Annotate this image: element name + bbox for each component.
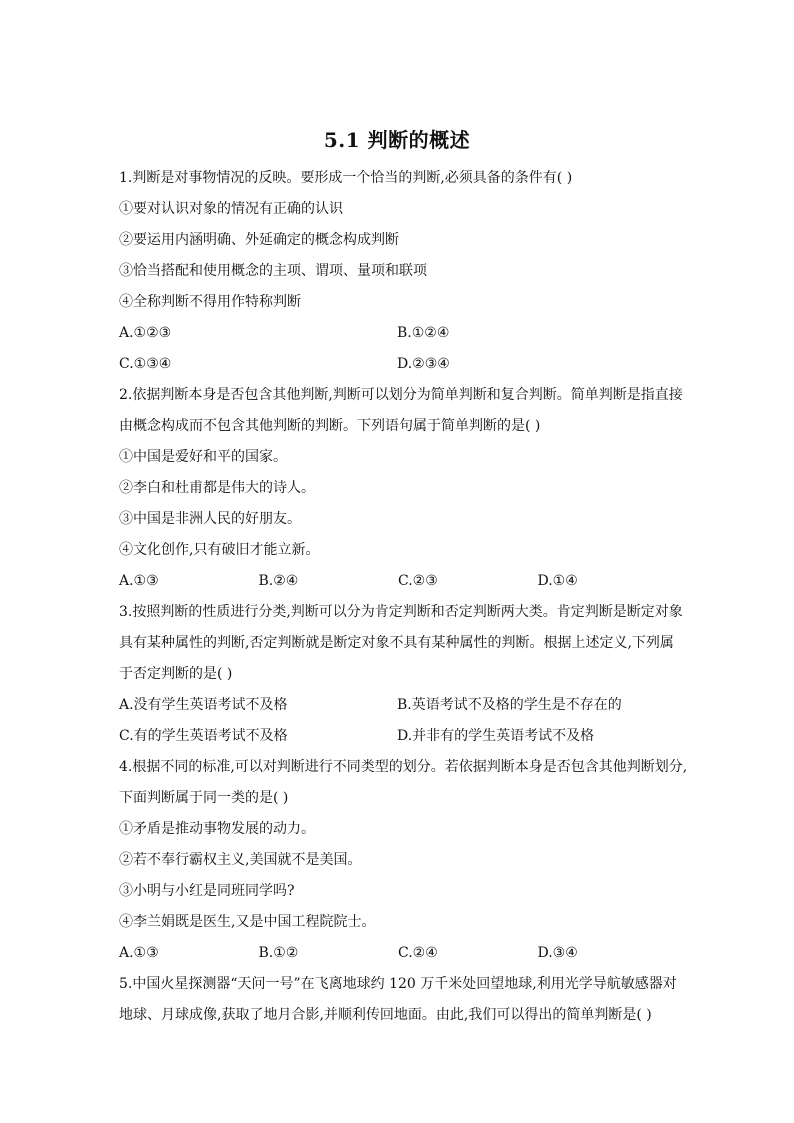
statement-item: ④全称判断不得用作特称判断: [119, 294, 301, 310]
options-row: [119, 318, 679, 349]
statement-item: ①要对认识对象的情况有正确的认识: [119, 201, 343, 217]
question-3: [119, 597, 683, 752]
statement-item: ②李白和杜甫都是伟大的诗人。: [119, 480, 315, 496]
question-stem-line: 5.中国火星探测器“天问一号”在飞离地球约 120 万千米处回望地球,利用光学导航敏感器对: [119, 976, 677, 992]
statement-item: ②要运用内涵明确、外延确定的概念构成判断: [119, 232, 399, 248]
question-stem: 1.判断是对事物情况的反映。要形成一个恰当的判断,必须具备的条件有( ): [119, 170, 573, 186]
option-b: B.①②④: [397, 325, 450, 341]
options-row: [119, 349, 679, 380]
option-a: A.①②③: [119, 325, 172, 341]
question-stem-line: 由概念构成而不包含其他判断的判断。下列语句属于简单判断的是( ): [119, 418, 541, 434]
options-row: [119, 566, 679, 597]
option-b: B.②④: [258, 573, 299, 589]
option-c: C.有的学生英语考试不及格: [119, 728, 288, 744]
option-d: D.①④: [537, 573, 578, 589]
option-c: C.②④: [398, 945, 438, 961]
statement-item: ④文化创作,只有破旧才能立新。: [119, 542, 320, 558]
question-1: [119, 163, 679, 380]
options-row: [119, 938, 679, 969]
page-title: 5.1 判断的概述: [323, 128, 471, 152]
question-stem-line: 2.依据判断本身是否包含其他判断,判断可以划分为简单判断和复合判断。简单判断是指直接: [119, 387, 683, 403]
option-d: D.并非有的学生英语考试不及格: [397, 728, 595, 744]
options-row: [119, 721, 679, 752]
option-a: A.①③: [119, 573, 159, 589]
option-d: D.③④: [537, 945, 578, 961]
statement-item: ①中国是爱好和平的国家。: [119, 449, 287, 465]
options-row: [119, 690, 679, 721]
question-stem-line: 地球、月球成像,获取了地月合影,并顺利传回地面。由此,我们可以得出的简单判断是( ): [119, 1007, 652, 1023]
question-stem-line: 下面判断属于同一类的是( ): [119, 790, 289, 806]
statement-item: ③中国是非洲人民的好朋友。: [119, 511, 301, 527]
question-stem-line: 4.根据不同的标准,可以对判断进行不同类型的划分。若依据判断本身是否包含其他判断划分,: [119, 759, 688, 775]
statement-item: ④李兰娟既是医生,又是中国工程院院士。: [119, 914, 376, 930]
statement-item: ②若不奉行霸权主义,美国就不是美国。: [119, 852, 362, 868]
option-b: B.英语考试不及格的学生是不存在的: [397, 697, 622, 713]
question-2: [119, 380, 683, 597]
question-stem-line: 具有某种属性的判断,否定判断就是断定对象不具有某种属性的判断。根据上述定义,下列属: [119, 635, 674, 651]
statement-item: ①矛盾是推动事物发展的动力。: [119, 821, 315, 837]
question-4: [119, 752, 688, 969]
statement-item: ③小明与小红是同班同学吗?: [119, 883, 295, 899]
option-c: C.②③: [398, 573, 438, 589]
option-c: C.①③④: [119, 356, 172, 372]
option-b: B.①②: [258, 945, 299, 961]
question-5: [119, 969, 679, 1031]
question-stem-line: 3.按照判断的性质进行分类,判断可以分为肯定判断和否定判断两大类。肯定判断是断定对象: [119, 604, 683, 620]
question-list: [119, 163, 688, 1031]
option-a: A.①③: [119, 945, 159, 961]
question-stem-line: 于否定判断的是( ): [119, 666, 233, 682]
statement-item: ③恰当搭配和使用概念的主项、谓项、量项和联项: [119, 263, 427, 279]
option-a: A.没有学生英语考试不及格: [119, 697, 288, 713]
option-d: D.②③④: [397, 356, 450, 372]
